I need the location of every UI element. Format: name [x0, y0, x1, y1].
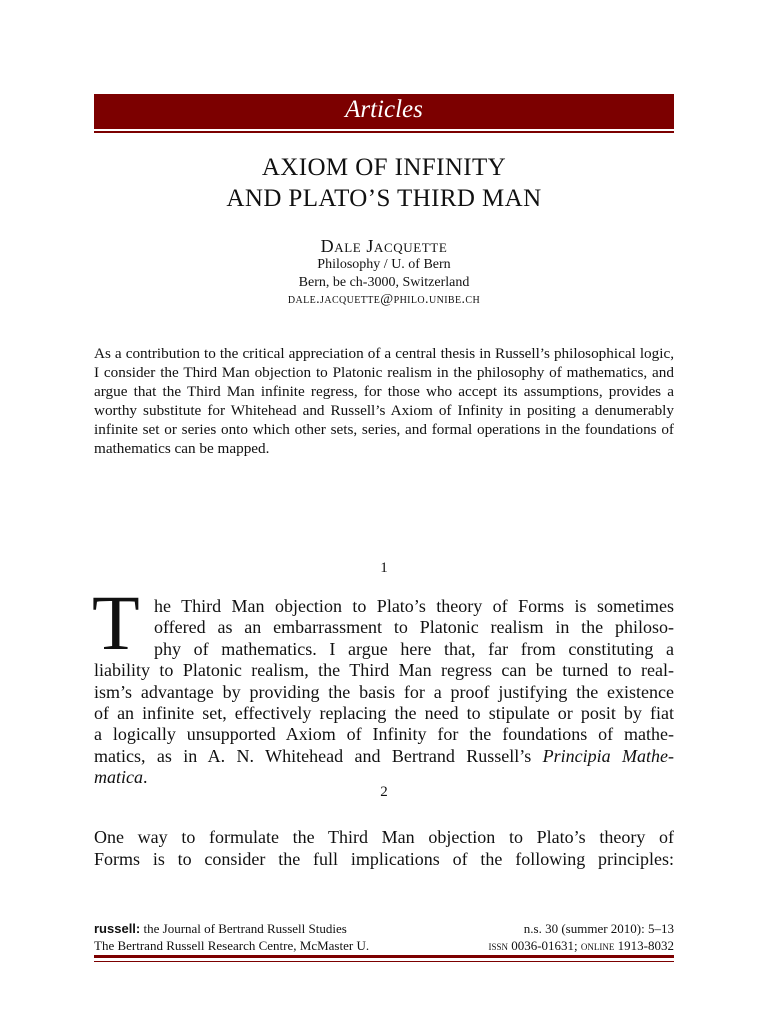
issn-info: issn 0036-01631; online 1913-8032 — [488, 938, 674, 953]
journal-subtitle: the Journal of Bertrand Russell Studies — [140, 921, 347, 936]
abstract: As a contribution to the critical appreciation of a central thesis in Russell’s philosophical logic, I consider the Third Man objection to Platonic realism in the philosophy of mathematics, and argue that the Third Man infinite regress, for those who accept its assumptions, provides a worthy substitute for Whitehead and Russell’s Axiom of Infinity in positing a denumerably infinite set or series onto which other sets, series, and formal operations in the foundations of mathematics can be mapped. — [94, 345, 674, 457]
section-banner-label: Articles — [345, 96, 423, 123]
paragraph-line: a logically unsupported Axiom of Infinity for the foundations of mathe- — [94, 724, 674, 745]
paragraph-line: of an infinite set, effectively replacing the need to stipulate or posit by fiat — [94, 703, 674, 724]
author-email: dale.jacquette@philo.unibe.ch — [287, 292, 481, 307]
author-address: Bern, be ch-3000, Switzerland — [298, 275, 470, 290]
paragraph-text: matics, as in A. N. Whitehead and Bertrand Russell’s — [94, 745, 543, 766]
paragraph-line: liability to Platonic realism, the Third Man regress can be turned to real- — [94, 660, 674, 681]
banner-divider — [94, 131, 674, 133]
footer-divider-thick — [94, 955, 674, 958]
author-affiliation: Philosophy / U. of Bern — [317, 257, 451, 272]
section-number-2: 2 — [380, 784, 388, 800]
paragraph-line: phy of mathematics. I argue here that, far from constituting a — [154, 638, 674, 659]
journal-citation — [94, 920, 369, 937]
footer-right — [488, 920, 674, 954]
paragraph-line: Forms is to consider the full implications of the following principles: — [94, 849, 674, 869]
article-title-line1: AXIOM OF INFINITY — [261, 154, 507, 181]
section-1-body — [94, 596, 674, 789]
research-centre: The Bertrand Russell Research Centre, McMaster U. — [94, 938, 370, 953]
paragraph-line-with-italic — [94, 746, 674, 767]
paragraph-line: offered as an embarrassment to Platonic realism in the philoso- — [154, 617, 674, 638]
paragraph-line: One way to formulate the Third Man objection to Plato’s theory of — [94, 827, 674, 847]
paragraph-line: ism’s advantage by providing the basis for a proof justifying the existence — [94, 681, 674, 702]
book-title-italic-end: matica — [94, 767, 143, 788]
journal-name: russell: — [94, 921, 141, 936]
book-title-italic: Principia Mathe- — [542, 745, 674, 766]
footer-divider-thin — [94, 961, 674, 962]
section-number-1: 1 — [380, 560, 388, 576]
paragraph-line: he Third Man objection to Plato’s theory of Forms is sometimes — [154, 596, 674, 616]
paragraph-end-punct: . — [143, 767, 148, 788]
issue-info: n.s. 30 (summer 2010): 5–13 — [523, 921, 674, 936]
author-name: Dale Jacquette — [320, 236, 448, 256]
section-banner — [94, 94, 674, 129]
section-2-body — [94, 826, 674, 870]
footer-left — [94, 920, 369, 954]
drop-cap: T — [92, 579, 140, 666]
article-title-line2: AND PLATO’S THIRD MAN — [226, 185, 542, 212]
